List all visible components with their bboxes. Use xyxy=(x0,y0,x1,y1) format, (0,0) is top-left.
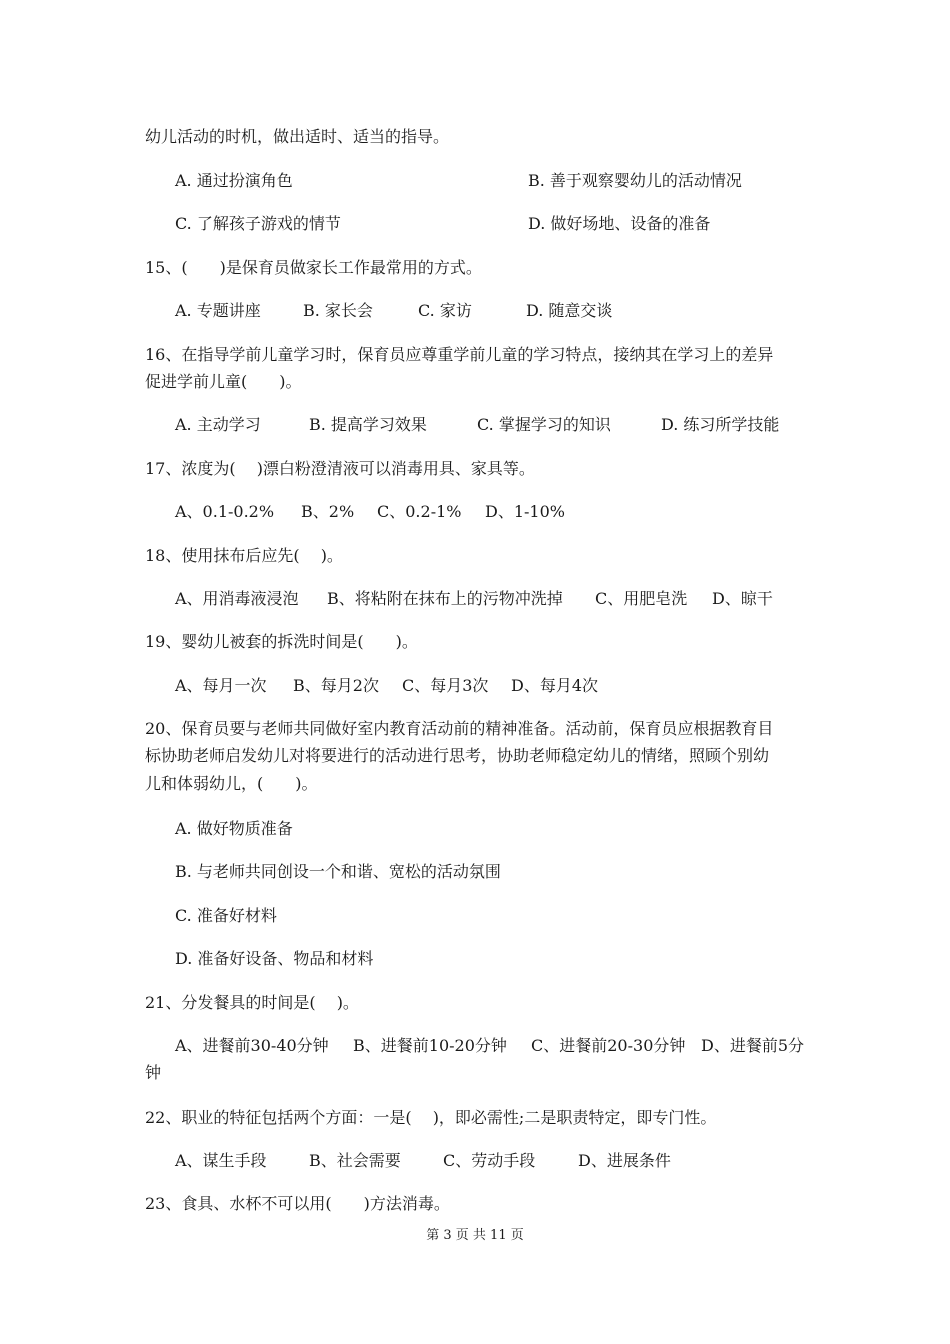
q21-option-a: A、进餐前30-40分钟 xyxy=(175,1036,329,1055)
question-16-line1: 16、在指导学前儿童学习时，保育员应尊重学前儿童的学习特点，接纳其在学习上的差异 xyxy=(145,345,774,364)
q14-option-a: A. 通过扮演角色 xyxy=(175,171,293,190)
q17-option-b: B、2% xyxy=(301,502,355,521)
q17-option-c: C、0.2-1% xyxy=(377,502,462,521)
q18-options xyxy=(175,588,773,610)
q19-options xyxy=(175,675,598,697)
q20-option-d: D. 准备好设备、物品和材料 xyxy=(175,949,374,968)
question-16-line2: 促进学前儿童( )。 xyxy=(145,372,302,391)
q15-option-a: A. 专题讲座 xyxy=(175,301,261,320)
q16-option-a: A. 主动学习 xyxy=(175,415,261,434)
q14-option-c: C. 了解孩子游戏的情节 xyxy=(175,214,341,233)
q18-option-a: A、用消毒液浸泡 xyxy=(175,589,299,608)
question-15: 15、( )是保育员做家长工作最常用的方式。 xyxy=(145,258,482,277)
q19-option-c: C、每月3次 xyxy=(402,676,489,695)
q22-option-b: B、社会需要 xyxy=(309,1151,401,1170)
page-footer: 第 3 页 共 11 页 xyxy=(426,1228,524,1243)
q21-options xyxy=(175,1035,804,1057)
q21-option-d: D、进餐前5分 xyxy=(701,1036,805,1055)
q21-option-b: B、进餐前10-20分钟 xyxy=(353,1036,507,1055)
q21-option-d-wrap: 钟 xyxy=(145,1063,162,1082)
question-20-line1: 20、保育员要与老师共同做好室内教育活动前的精神准备。活动前，保育员应根据教育目 xyxy=(145,719,774,738)
question-19: 19、婴幼儿被套的拆洗时间是( )。 xyxy=(145,632,418,651)
question-21: 21、分发餐具的时间是( )。 xyxy=(145,993,359,1012)
question-20-line2: 标协助老师启发幼儿对将要进行的活动进行思考，协助老师稳定幼儿的情绪，照顾个别幼 xyxy=(145,746,770,765)
q20-option-c: C. 准备好材料 xyxy=(175,906,277,925)
q15-option-d: D. 随意交谈 xyxy=(526,301,613,320)
question-23: 23、食具、水杯不可以用( )方法消毒。 xyxy=(145,1194,450,1213)
q17-options xyxy=(175,501,565,523)
q22-option-d: D、进展条件 xyxy=(578,1151,671,1170)
q15-option-b: B. 家长会 xyxy=(303,301,373,320)
q20-option-b: B. 与老师共同创设一个和谐、宽松的活动氛围 xyxy=(175,862,501,881)
q15-option-c: C. 家访 xyxy=(418,301,472,320)
q17-option-a: A、0.1-0.2% xyxy=(175,502,275,521)
q17-option-d: D、1-10% xyxy=(485,502,565,521)
question-18: 18、使用抹布后应先( )。 xyxy=(145,546,343,565)
q16-option-d: D. 练习所学技能 xyxy=(661,415,780,434)
q16-option-c: C. 掌握学习的知识 xyxy=(477,415,611,434)
q22-option-c: C、劳动手段 xyxy=(443,1151,536,1170)
q22-options xyxy=(175,1150,671,1172)
q16-options xyxy=(175,414,779,436)
q18-option-c: C、用肥皂洗 xyxy=(595,589,688,608)
question-14-continuation: 幼儿活动的时机，做出适时、适当的指导。 xyxy=(145,127,450,146)
q21-option-c: C、进餐前20-30分钟 xyxy=(531,1036,686,1055)
q16-option-b: B. 提高学习效果 xyxy=(309,415,427,434)
q22-option-a: A、谋生手段 xyxy=(175,1151,267,1170)
q19-option-b: B、每月2次 xyxy=(293,676,379,695)
q18-option-d: D、晾干 xyxy=(712,589,773,608)
question-17: 17、浓度为( )漂白粉澄清液可以消毒用具、家具等。 xyxy=(145,459,535,478)
q18-option-b: B、将粘附在抹布上的污物冲洗掉 xyxy=(327,589,563,608)
question-22: 22、职业的特征包括两个方面：一是( )，即必需性;二是职责特定，即专门性。 xyxy=(145,1108,717,1127)
q19-option-a: A、每月一次 xyxy=(175,676,267,695)
q14-option-d: D. 做好场地、设备的准备 xyxy=(528,214,711,233)
q15-options xyxy=(175,300,612,322)
question-20-line3: 儿和体弱幼儿，( )。 xyxy=(145,774,318,793)
q14-option-b: B. 善于观察婴幼儿的活动情况 xyxy=(528,171,742,190)
q19-option-d: D、每月4次 xyxy=(511,676,599,695)
q20-option-a: A. 做好物质准备 xyxy=(175,819,293,838)
